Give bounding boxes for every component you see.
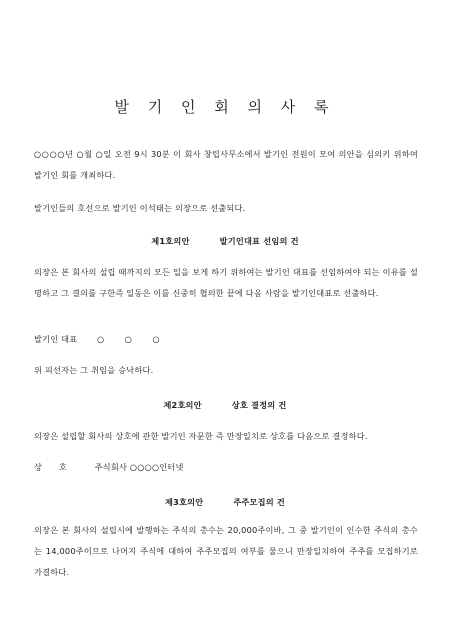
agenda-1-body: 의장은 본 회사의 설립 때까지의 모든 일을 보게 하기 위하여는 발기인 대표를 선임하여야 되는 이유를 설명하고 그 결의를 구한즉 일동은 이를 신중히 협의한 끝에 다음 사람을 발기인대표로 선출하다. (34, 267, 418, 298)
agenda-1-detail (34, 334, 169, 345)
agenda-1-after: 위 피선자는 그 취임을 승낙하다. (34, 365, 154, 375)
agenda-2-detail (34, 462, 184, 473)
agenda-2-subject: 상호 결정의 건 (231, 400, 287, 410)
election-paragraph: 발기인들의 호선으로 발기인 이석태는 의장으로 선출되다. (34, 203, 246, 213)
agenda-1-detail-value: ○ ○ ○ (96, 334, 169, 344)
agenda-1-subject: 발기인대표 선임의 건 (219, 236, 299, 246)
agenda-1-number: 제1호의안 (151, 236, 190, 246)
agenda-2-detail-value: 주식회사 ○○○○인터넷 (94, 462, 184, 472)
agenda-3-body: 의장은 본 회사의 설립시에 발행하는 주식의 총수는 20,000주이바, 그 중 발기인이 인수한 주식의 총수는 14,000주이므로 나머지 주식에 대하여 주주모집의 여부를 물으니 만장일치하여 주주를 모집하기로 가결하다. (34, 525, 418, 577)
agenda-2-number: 제2호의안 (163, 400, 202, 410)
agenda-2-heading (0, 400, 450, 411)
opening-paragraph: ○○○○년 ○월 ○일 오전 9시 30분 이 회사 창립사무소에서 발기인 전원이 모여 의안을 심의키 위하여 발기인 회를 개최하다. (34, 149, 418, 180)
agenda-1-detail-label: 발기인 대표 (34, 334, 78, 344)
document-title: 발 기 인 회 의 사 록 (114, 98, 336, 116)
agenda-3-number: 제3호의안 (164, 497, 204, 507)
agenda-3-heading (0, 497, 450, 508)
agenda-2-body: 의장은 설립할 회사의 상호에 관한 발기인 자문한 즉 만장일치로 상호를 다음으로 결정하다. (34, 431, 368, 441)
agenda-1-heading (0, 236, 450, 247)
agenda-3-subject: 주주모집의 건 (233, 497, 286, 507)
agenda-2-detail-label: 상 호 (34, 462, 68, 472)
